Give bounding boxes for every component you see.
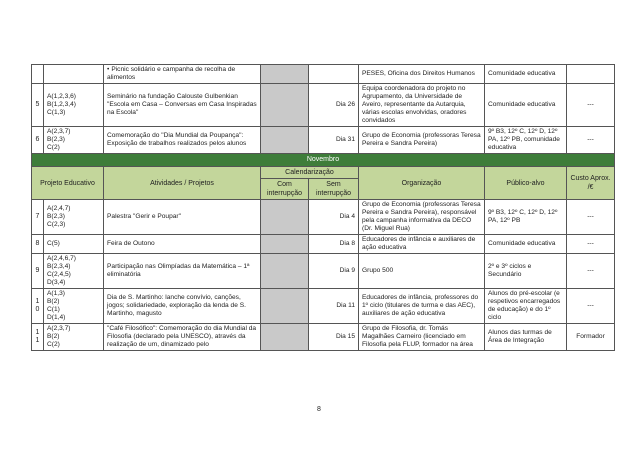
cost-cell: --- — [567, 235, 615, 254]
project-codes — [44, 254, 104, 289]
with-break-cell — [261, 254, 309, 289]
activity-text: "Café Filosófico": Comemoração do dia Mundial da Filosofia (declarado pela UNESCO), através da realização de um, dinamizado pelo — [107, 325, 257, 348]
organization-cell: PESES, Oficina dos Direitos Humanos — [359, 65, 485, 84]
cost-cell: --- — [567, 200, 615, 235]
header-activities: Atividades / Projetos — [104, 167, 261, 200]
with-break-cell — [261, 200, 309, 235]
table-row — [32, 65, 615, 84]
row-number: 9 — [32, 254, 44, 289]
table-row — [32, 324, 615, 351]
project-code: B(2) — [47, 298, 60, 305]
audience-cell: 2º e 3º ciclos e Secundário — [485, 254, 567, 289]
project-code: A(1,3) — [47, 290, 65, 297]
audience-cell: Alunos do pré-escolar (e respetivos encarregados de educação) e do 1º ciclo — [485, 289, 567, 324]
project-code: D(3,4) — [47, 279, 66, 286]
organization-cell: Educadores de infância, professores do 1º ciclo (titulares de turma e das AEC), auxiliares de ação educativa — [359, 289, 485, 324]
november-rows — [32, 200, 615, 351]
row-number: 6 — [32, 127, 44, 154]
with-break-cell — [261, 65, 309, 84]
project-code: D(1,4) — [47, 314, 66, 321]
project-code: A(2,3,7) — [47, 325, 71, 332]
with-break-cell — [261, 127, 309, 154]
cost-cell: --- — [567, 254, 615, 289]
date-cell: Dia 11 — [309, 289, 359, 324]
activity-text: Participação nas Olimpíadas da Matemática – 1ª eliminatória — [107, 263, 250, 278]
cost-cell: --- — [567, 289, 615, 324]
table-row — [32, 127, 615, 154]
audience-cell: 9º B3, 12º C, 12º D, 12º PA, 12º PB — [485, 200, 567, 235]
header-calendar: Calendarização — [261, 167, 359, 179]
header-with-break: Com interrupção — [261, 179, 309, 200]
activity-cell — [104, 200, 261, 235]
project-codes — [44, 324, 104, 351]
with-break-cell — [261, 289, 309, 324]
row-number: 11 — [32, 324, 44, 351]
project-code: A(2,4,6,7) — [47, 255, 76, 262]
audience-cell: 9º B3, 12º C, 12º D, 12º PA, 12º PB, comunidade educativa — [485, 127, 567, 154]
organization-cell: Educadores de infância e auxiliares de ação educativa — [359, 235, 485, 254]
table-row — [32, 254, 615, 289]
project-code: A(1,2,3,6) — [47, 93, 76, 100]
table-row — [32, 84, 615, 127]
audience-cell: Comunidade educativa — [485, 65, 567, 84]
project-codes — [44, 200, 104, 235]
with-break-cell — [261, 235, 309, 254]
activity-cell — [104, 235, 261, 254]
header-organization: Organização — [359, 167, 485, 200]
project-codes — [44, 235, 104, 254]
project-code: C(1) — [47, 306, 60, 313]
project-code: B(2,3) — [47, 213, 65, 220]
audience-cell: Alunos das turmas de Área de Integração — [485, 324, 567, 351]
date-cell: Dia 4 — [309, 200, 359, 235]
cost-cell: Formador — [567, 324, 615, 351]
project-code: C(2,4,5) — [47, 271, 71, 278]
row-number: 10 — [32, 289, 44, 324]
project-code: B(2) — [47, 333, 60, 340]
project-code: A(2,3,7) — [47, 128, 71, 135]
header-project: Projeto Educativo — [32, 167, 104, 200]
project-codes — [44, 127, 104, 154]
activity-plan-table — [31, 64, 615, 351]
date-cell: Dia 8 — [309, 235, 359, 254]
activity-cell — [104, 289, 261, 324]
table-row — [32, 235, 615, 254]
with-break-cell — [261, 324, 309, 351]
activity-cell — [104, 65, 261, 84]
organization-cell: Grupo de Filosofia, dr. Tomás Magalhães Carneiro (licenciado em Filosofia pela FLUP, formador na área — [359, 324, 485, 351]
header-without-break: Sem interrupção — [309, 179, 359, 200]
header-cost: Custo Aprox. /€ — [567, 167, 615, 200]
activity-text: Comemoração do "Dia Mundial da Poupança": Exposição de trabalhos realizados pelos alunos — [107, 132, 247, 147]
activity-cell — [104, 324, 261, 351]
project-code: C(2,3) — [47, 221, 66, 228]
row-number — [32, 65, 44, 84]
project-code: B(2,3,4) — [47, 263, 71, 270]
organization-cell: Equipa coordenadora do projeto no Agrupamento, da Universidade de Aveiro, representante da Autarquia, várias escolas envolvidas, oradores convidados — [359, 84, 485, 127]
cost-cell: --- — [567, 84, 615, 127]
project-code: B(2,3) — [47, 136, 65, 143]
october-rows — [32, 65, 615, 154]
project-code: C(2) — [47, 144, 60, 151]
activity-cell — [104, 254, 261, 289]
project-code: C(1,3) — [47, 109, 66, 116]
date-cell: Dia 9 — [309, 254, 359, 289]
november-section — [32, 154, 615, 200]
project-codes — [44, 65, 104, 84]
activity-text: Seminário na fundação Calouste Gulbenkian "Escola em Casa – Conversas em Casa Inspiradas na Escola" — [107, 93, 257, 116]
activity-text: • Picnic solidário e campanha de recolha de alimentos — [107, 66, 235, 81]
date-cell: Dia 26 — [309, 84, 359, 127]
date-cell — [309, 65, 359, 84]
audience-cell: Comunidade educativa — [485, 84, 567, 127]
row-number: 7 — [32, 200, 44, 235]
project-code: C(2) — [47, 341, 60, 348]
date-cell: Dia 31 — [309, 127, 359, 154]
audience-cell: Comunidade educativa — [485, 235, 567, 254]
organization-cell: Grupo de Economia (professoras Teresa Pereira e Sandra Pereira), responsável pela campanha informativa da DECO (Dr. Miguel Rua) — [359, 200, 485, 235]
activity-text: Feira de Outono — [107, 240, 155, 247]
project-codes — [44, 289, 104, 324]
section-title-november: Novembro — [32, 154, 615, 167]
date-cell: Dia 15 — [309, 324, 359, 351]
activity-text: Palestra "Gerir e Poupar" — [107, 213, 181, 220]
organization-cell: Grupo de Economia (professoras Teresa Pereira e Sandra Pereira) — [359, 127, 485, 154]
cost-cell: --- — [567, 127, 615, 154]
organization-cell: Grupo 500 — [359, 254, 485, 289]
table-row — [32, 289, 615, 324]
table-header — [32, 167, 615, 179]
table-row — [32, 200, 615, 235]
page-top-margin — [0, 0, 638, 64]
activity-cell — [104, 84, 261, 127]
project-code: B(1,2,3,4) — [47, 101, 76, 108]
row-number: 5 — [32, 84, 44, 127]
header-audience: Público-alvo — [485, 167, 567, 200]
project-code: A(2,4,7) — [47, 205, 71, 212]
with-break-cell — [261, 84, 309, 127]
activity-cell — [104, 127, 261, 154]
row-number: 8 — [32, 235, 44, 254]
project-code: C(5) — [47, 240, 60, 247]
activity-text: Dia de S. Martinho: lanche convívio, canções, jogos; solidariedade, exploração da lenda de S. Martinho, magusto — [107, 294, 246, 317]
cost-cell — [567, 65, 615, 84]
page-number: 8 — [317, 406, 321, 413]
project-codes — [44, 84, 104, 127]
